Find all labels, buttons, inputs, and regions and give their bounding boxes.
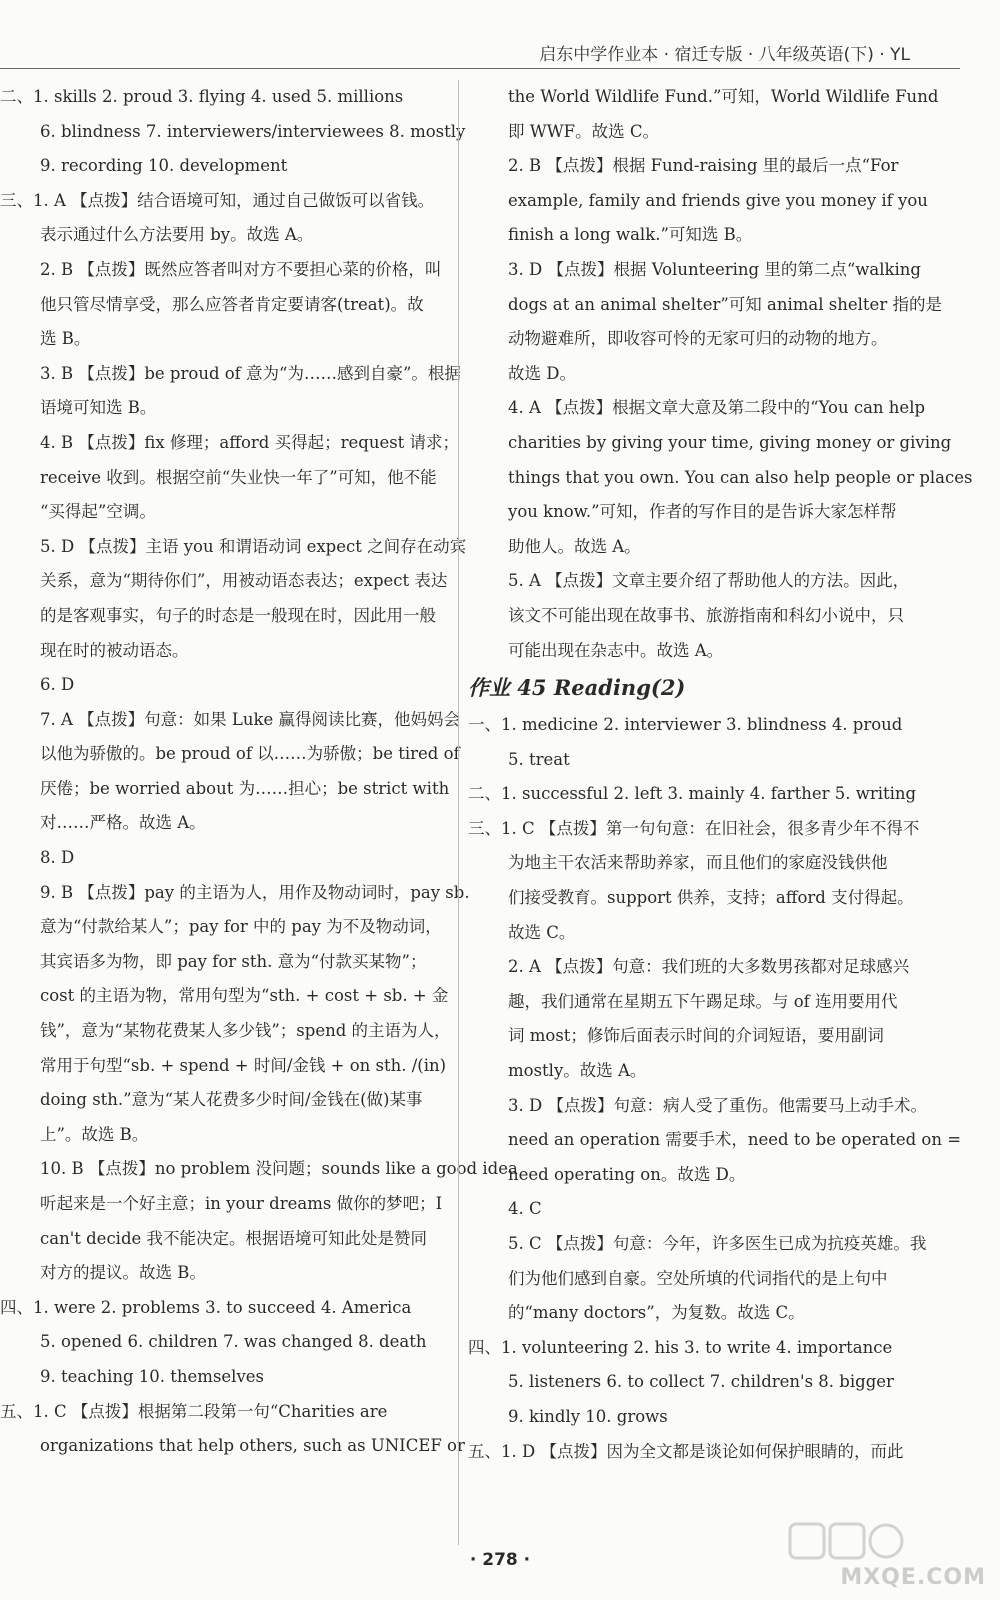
answer-line: 关系，意为“期待你们”，用被动语态表达；expect 表达: [40, 571, 448, 591]
answer-line: 二、1. successful 2. left 3. mainly 4. farther 5. writing: [468, 784, 917, 804]
answer-line: need an operation 需要手术，need to be operated on =: [508, 1130, 962, 1150]
answer-line: 三、1. C 【点拨】第一句句意：在旧社会，很多青少年不得不: [468, 818, 920, 838]
answer-line: 2. A 【点拨】句意：我们班的大多数男孩都对足球感兴: [508, 957, 910, 977]
answer-line: 2. B 【点拨】根据 Fund-raising 里的最后一点“For: [508, 156, 899, 176]
answer-line: 的是客观事实，句子的时态是一般现在时，因此用一般: [40, 605, 436, 625]
answer-line: 该文不可能出现在故事书、旅游指南和科幻小说中，只: [508, 605, 904, 625]
answer-line: 五、1. D 【点拨】因为全文都是谈论如何保护眼睛的，而此: [468, 1441, 904, 1461]
answer-line: 9. kindly 10. grows: [508, 1406, 668, 1426]
answer-line: finish a long walk.”可知选 B。: [508, 225, 753, 245]
answer-line: organizations that help others, such as UNICEF or: [40, 1436, 465, 1456]
answer-line: 故选 D。: [508, 363, 576, 383]
answer-line: 语境可知选 B。: [40, 398, 157, 418]
answer-line: receive 收到。根据空前“失业快一年了”可知，他不能: [40, 467, 437, 487]
answer-line: 五、1. C 【点拨】根据第二段第一句“Charities are: [0, 1401, 388, 1421]
answer-line: 7. A 【点拨】句意：如果 Luke 赢得阅读比赛，他妈妈会: [40, 709, 460, 729]
answer-line: 3. D 【点拨】句意：病人受了重伤。他需要马上动手术。: [508, 1095, 927, 1115]
section-title: 作业 45 Reading(2): [468, 675, 686, 701]
answer-line: 9. B 【点拨】pay 的主语为人，用作及物动词时，pay sb.: [40, 882, 470, 902]
answer-line: 10. B 【点拨】no problem 没问题；sounds like a good idea: [40, 1159, 518, 1179]
answer-line: 表示通过什么方法要用 by。故选 A。: [40, 225, 314, 245]
answer-line: 5. treat: [508, 749, 570, 769]
answer-line: things that you own. You can also help people or places: [508, 467, 973, 487]
page-header: 启东中学作业本 · 宿迁专版 · 八年级英语(下) · YL: [539, 45, 910, 65]
column-divider: [458, 80, 459, 1545]
header-rule: [0, 68, 960, 69]
answer-line: 上”。故选 B。: [40, 1124, 149, 1144]
answer-line: 4. B 【点拨】fix 修理；afford 买得起；request 请求；: [40, 432, 460, 452]
answer-line: 选 B。: [40, 329, 91, 349]
answer-line: 对……严格。故选 A。: [40, 813, 206, 833]
answer-line: 们为他们感到自豪。空处所填的代词指代的是上句中: [508, 1268, 888, 1288]
answer-line: cost 的主语为物，常用句型为“sth. + cost + sb. + 金: [40, 986, 449, 1006]
answer-line: 四、1. volunteering 2. his 3. to write 4. importance: [468, 1337, 893, 1357]
answer-line: 5. A 【点拨】文章主要介绍了帮助他人的方法。因此，: [508, 571, 910, 591]
answer-line: 4. C: [508, 1199, 542, 1219]
answer-line: “买得起”空调。: [40, 502, 156, 522]
answer-line: 5. opened 6. children 7. was changed 8. death: [40, 1332, 427, 1352]
answer-line: 趣，我们通常在星期五下午踢足球。与 of 连用要用代: [508, 991, 898, 1011]
answer-line: 9. recording 10. development: [40, 156, 288, 176]
answer-line: 常用于句型“sb. + spend + 时间/金钱 + on sth. /(in): [40, 1055, 447, 1075]
answer-line: 意为“付款给某人”；pay for 中的 pay 为不及物动词，: [40, 917, 442, 937]
answer-line: 6. D: [40, 675, 75, 695]
answer-line: 的“many doctors”，为复数。故选 C。: [508, 1303, 805, 1323]
answer-line: 三、1. A 【点拨】结合语境可知，通过自己做饭可以省钱。: [0, 190, 435, 210]
right-column: [468, 80, 973, 1469]
answer-line: 词 most；修饰后面表示时间的介词短语，要用副词: [508, 1026, 884, 1046]
answer-line: 其宾语多为物，即 pay for sth. 意为“付款买某物”；: [40, 951, 427, 971]
left-column: [0, 80, 518, 1464]
answer-line: 3. D 【点拨】根据 Volunteering 里的第二点“walking: [508, 259, 921, 279]
answer-line: need operating on。故选 D。: [508, 1164, 746, 1184]
answer-line: mostly。故选 A。: [508, 1061, 647, 1081]
answer-line: 听起来是一个好主意；in your dreams 做你的梦吧；I: [40, 1194, 443, 1213]
answer-line: 6. blindness 7. interviewers/interviewees 8. mostly: [40, 121, 466, 141]
watermark-text: MXQE.COM: [840, 1565, 986, 1590]
answer-line: 5. C 【点拨】句意：今年，许多医生已成为抗疫英雄。我: [508, 1234, 927, 1253]
answer-line: example, family and friends give you money if you: [508, 190, 928, 210]
answer-line: 即 WWF。故选 C。: [508, 121, 659, 141]
answer-line: 二、1. skills 2. proud 3. flying 4. used 5. millions: [0, 87, 404, 106]
answer-line: you know.”可知，作者的写作目的是告诉大家怎样帮: [508, 502, 897, 522]
answer-line: doing sth.”意为“某人花费多少时间/金钱在(做)某事: [40, 1090, 423, 1110]
watermark-icon: [786, 1520, 906, 1564]
answer-line: 对方的提议。故选 B。: [40, 1263, 206, 1283]
answer-line: 一、1. medicine 2. interviewer 3. blindness 4. proud: [468, 715, 903, 735]
answer-line: 以他为骄傲的。be proud of 以……为骄傲；be tired of: [40, 744, 460, 764]
answer-line: 为地主干农活来帮助养家，而且他们的家庭没钱供他: [508, 853, 888, 873]
answer-line: 他只管尽情享受，那么应答者肯定要请客(treat)。故: [40, 294, 424, 314]
answer-line: 助他人。故选 A。: [508, 536, 641, 556]
answer-line: charities by giving your time, giving money or giving: [508, 432, 952, 452]
watermark-logo: [786, 1520, 986, 1590]
answer-line: 现在时的被动语态。: [40, 640, 189, 660]
answer-line: the World Wildlife Fund.”可知，World Wildlife Fund: [508, 87, 939, 106]
answer-line: 2. B 【点拨】既然应答者叫对方不要担心菜的价格，叫: [40, 259, 442, 279]
page-number: · 278 ·: [469, 1550, 531, 1570]
answer-line: 动物避难所，即收容可怜的无家可归的动物的地方。: [508, 329, 888, 349]
answer-line: 厌倦；be worried about 为……担心；be strict with: [40, 778, 450, 798]
answer-line: dogs at an animal shelter”可知 animal shelter 指的是: [508, 294, 942, 314]
answer-line: 3. B 【点拨】be proud of 意为“为……感到自豪”。根据: [40, 363, 461, 383]
answer-line: can't decide 我不能决定。根据语境可知此处是赞同: [40, 1228, 428, 1248]
answer-line: 可能出现在杂志中。故选 A。: [508, 640, 724, 660]
answer-line: 8. D: [40, 848, 75, 868]
answer-line: 四、1. were 2. problems 3. to succeed 4. America: [0, 1297, 412, 1317]
answer-line: 5. D 【点拨】主语 you 和谓语动词 expect 之间存在动宾: [40, 536, 467, 556]
answer-line: 4. A 【点拨】根据文章大意及第二段中的“You can help: [508, 398, 926, 418]
answer-line: 钱”，意为“某物花费某人多少钱”；spend 的主语为人，: [40, 1021, 451, 1041]
answer-line: 9. teaching 10. themselves: [40, 1366, 265, 1386]
answer-line: 5. listeners 6. to collect 7. children's 8. bigger: [508, 1372, 894, 1392]
answer-line: 故选 C。: [508, 922, 576, 942]
answer-line: 们接受教育。support 供养，支持；afford 支付得起。: [508, 888, 914, 908]
